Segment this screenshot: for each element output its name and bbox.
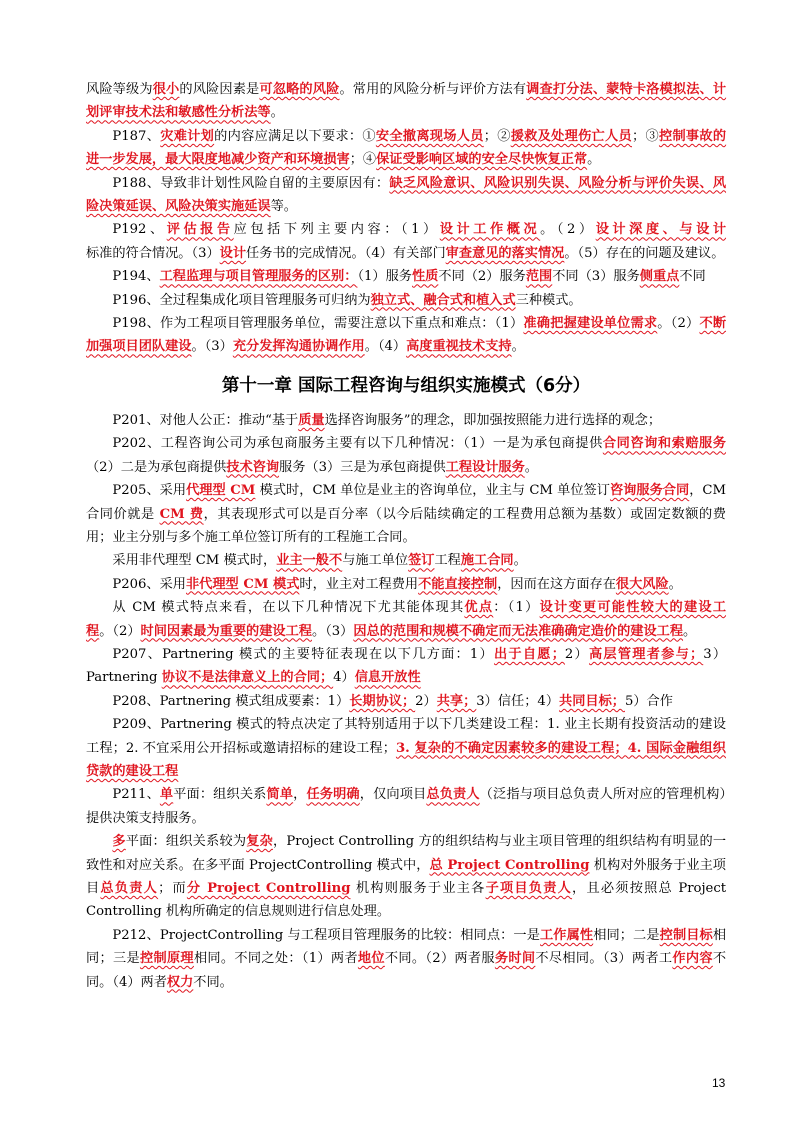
- paragraph: [86, 924, 726, 994]
- text-run: P211、: [112, 787, 160, 803]
- highlighted-text: CM 费: [159, 506, 204, 522]
- text-run: 不尽相同。（3）两者工: [535, 951, 673, 967]
- text-run: P206、采用: [112, 576, 186, 592]
- text-run: 。: [511, 339, 525, 355]
- paragraph: [86, 172, 726, 219]
- text-run: P194、: [112, 269, 160, 285]
- text-run: 。: [513, 553, 527, 569]
- text-run: ；而: [158, 881, 187, 896]
- text-run: 与施工单位: [342, 553, 409, 569]
- highlighted-text: 因总的范围和规模不确定而无法准确确定造价的建设工程: [353, 623, 684, 639]
- highlighted-text: 控制目标: [659, 927, 713, 943]
- text-run: 从 CM 模式特点来看，在以下几种情况下尤其能体现其: [112, 600, 465, 616]
- paragraph: [86, 78, 726, 125]
- text-run: 应包括下列主要内容：（1）: [233, 222, 440, 238]
- paragraph: [86, 690, 726, 713]
- text-run: 。: [668, 576, 682, 592]
- paragraph: [86, 409, 726, 432]
- highlighted-text: 作内容: [672, 951, 713, 967]
- highlighted-text: 性质: [411, 269, 439, 285]
- highlighted-text: 技术咨询: [226, 459, 280, 475]
- text-run: （2）二是为承包商提供: [86, 459, 227, 475]
- text-run: ，仅向项目: [359, 787, 427, 803]
- text-run: ；③: [632, 128, 659, 144]
- section-international-consulting: [86, 409, 726, 994]
- highlighted-text: 评估报告: [166, 222, 234, 238]
- text-run: P192、: [112, 222, 167, 238]
- highlighted-text: 侧重点: [639, 269, 680, 285]
- highlighted-text: 安全撤离现场人员: [375, 128, 484, 144]
- highlighted-text: 审查意见的落实情况: [445, 245, 565, 261]
- paragraph: [86, 289, 726, 312]
- text-run: P208、Partnering 模式组成要素：1）: [112, 693, 350, 709]
- text-run: 服务（3）三是为承包商提供: [279, 459, 446, 475]
- highlighted-text: 务时间: [494, 951, 536, 967]
- text-run: P202、工程咨询公司为承包商服务主要有以下几种情况：（1）一是为承包商提供: [112, 436, 603, 452]
- highlighted-text: 长期协议；: [349, 693, 416, 709]
- text-run: P198、作为工程项目管理服务单位，需要注意以下重点和难点：（1）: [112, 316, 524, 332]
- text-run: ，: [293, 787, 307, 803]
- paragraph: [86, 713, 726, 783]
- highlighted-text: 高度重视技术支持: [406, 339, 512, 355]
- text-run: 5）合作: [624, 693, 673, 709]
- highlighted-text: 业主一般不: [276, 553, 343, 569]
- highlighted-text: 总负责人: [100, 881, 159, 896]
- highlighted-text: 设计: [219, 245, 247, 261]
- paragraph: [86, 596, 726, 643]
- text-run: 3）信任；4）: [476, 693, 560, 709]
- text-run: ，CM 合同价就是: [86, 483, 727, 522]
- highlighted-text: 共享；: [436, 693, 477, 709]
- text-run: 不同（2）服务: [438, 269, 526, 285]
- text-run: ；④: [349, 152, 377, 168]
- highlighted-text: 灾难计划: [160, 128, 215, 144]
- highlighted-text: 很小: [152, 82, 180, 97]
- highlighted-text: 地位: [357, 951, 385, 967]
- text-run: 。常用的风险分析与评价方法有: [339, 82, 527, 97]
- highlighted-text: 可忽略的风险: [259, 82, 340, 97]
- text-run: ：（1）: [493, 600, 540, 616]
- text-run: P212、ProjectControlling 与工程项目管理服务的比较：相同点：一是: [112, 927, 541, 943]
- highlighted-text: 非代理型 CM 模式: [186, 576, 300, 592]
- highlighted-text: 简单: [266, 787, 294, 803]
- text-run: P201、对他人公正：推动“基于: [112, 412, 299, 428]
- highlighted-text: 多: [112, 834, 126, 850]
- highlighted-text: 高层管理者参与；: [589, 646, 704, 662]
- text-run: ，其表现形式可以是百分率（以今后陆续确定的工程费用总额为基数）或固定数额的费用；业主分别与多个施工单位签订所有的工程施工合同。: [86, 506, 726, 545]
- text-run: 的风险因素是: [179, 82, 260, 97]
- highlighted-text: 工程设计服务: [445, 459, 525, 475]
- paragraph: [86, 830, 726, 924]
- highlighted-text: 信息开放性: [354, 670, 421, 686]
- text-run: P188、导致非计划性风险自留的主要原因有：: [112, 175, 390, 191]
- text-run: 的内容应满足以下要求：①: [214, 128, 376, 144]
- highlighted-text: 任务明确: [306, 787, 360, 803]
- highlighted-text: 复杂: [246, 834, 273, 850]
- highlighted-text: 调查打分法、蒙特卡洛模拟法、计划评审技术法和敏感性分析法等: [86, 82, 727, 121]
- highlighted-text: 不能直接控制: [418, 576, 498, 592]
- text-run: 不同: [679, 269, 706, 285]
- highlighted-text: 范围: [525, 269, 553, 285]
- text-run: 风险等级为: [86, 82, 153, 97]
- text-run: 。: [524, 459, 538, 475]
- paragraph: [86, 218, 726, 265]
- highlighted-text: 工程监理与项目管理服务的区别：: [159, 269, 358, 285]
- highlighted-text: 优点: [464, 600, 494, 616]
- text-run: 选择咨询服务”的理念，即加强按照能力进行选择的观念；: [324, 412, 662, 428]
- highlighted-text: 时间因素最为重要的建设工程: [140, 623, 312, 639]
- text-run: 4）: [333, 670, 355, 686]
- text-run: 工程: [434, 553, 461, 569]
- highlighted-text: 共同目标；: [559, 693, 625, 709]
- text-run: 。: [587, 152, 601, 168]
- text-run: 采用非代理型 CM 模式时，: [112, 553, 277, 569]
- text-run: 。（5）存在的问题及建议。: [564, 245, 725, 261]
- paragraph: [86, 783, 726, 830]
- text-run: 。: [683, 623, 697, 639]
- highlighted-text: 很大风险: [615, 576, 669, 592]
- text-run: 任务书的完成情况。（4）有关部门: [246, 245, 446, 261]
- highlighted-text: 总 Project Controlling: [429, 857, 590, 873]
- paragraph: [86, 479, 726, 549]
- highlighted-text: 援救及处理伤亡人员: [510, 128, 632, 144]
- highlighted-text: 工作属性: [540, 927, 594, 943]
- text-run: 3）Partnering: [86, 646, 727, 686]
- text-run: ，且必须按照总 Project Controlling 机构所确定的信息规则进行信息处理。: [86, 881, 727, 920]
- text-run: 2）: [415, 693, 437, 709]
- paragraph: [86, 432, 726, 479]
- text-run: 。（3）: [311, 623, 354, 639]
- highlighted-text: 单: [159, 787, 174, 803]
- highlighted-text: 协议不是法律意义上的合同；: [161, 670, 334, 686]
- highlighted-text: 控制原理: [139, 951, 194, 967]
- text-run: 三种模式。: [515, 292, 582, 308]
- text-run: 。（2）: [99, 623, 141, 639]
- text-run: P187、: [112, 128, 161, 144]
- paragraph: [86, 312, 726, 359]
- highlighted-text: 独立式、融合式和植入式: [370, 292, 516, 308]
- highlighted-text: 设计工作概况: [439, 222, 541, 238]
- highlighted-text: 控制事故的进一步发展，最大限度地减少资产和环境损害: [86, 128, 727, 168]
- highlighted-text: 出于自愿；: [494, 646, 565, 662]
- highlighted-text: 咨询服务合同: [609, 483, 690, 499]
- text-run: P205、采用: [112, 483, 187, 499]
- paragraph: [86, 643, 726, 690]
- text-run: 不同（3）服务: [552, 269, 640, 285]
- highlighted-text: 权力: [166, 974, 194, 990]
- highlighted-text: 缺乏风险意识、风险识别失误、风险分析与评价失误、风险决策延误、风险决策实施延误: [86, 175, 727, 215]
- highlighted-text: 施工合同: [460, 553, 514, 569]
- text-run: 。（2）: [540, 222, 596, 238]
- text-run: 机构对外服务于业主项目: [86, 857, 726, 896]
- text-run: 不同。（4）两者: [86, 951, 727, 990]
- text-run: 机构则服务于业主各: [350, 881, 486, 896]
- text-run: （泛指与项目总负责人所对应的管理机构）提供决策支持服务。: [86, 787, 727, 826]
- highlighted-text: 子项目负责人: [485, 881, 573, 896]
- section-risk-management: [86, 78, 726, 359]
- highlighted-text: 总负责人: [426, 787, 480, 803]
- text-run: 平面：组织关系较为: [125, 834, 247, 850]
- highlighted-text: 合同咨询和索赔服务: [602, 436, 726, 452]
- text-run: 2）: [564, 646, 589, 662]
- text-run: 相同；二是: [593, 927, 660, 943]
- highlighted-text: 设计深度、与设计: [595, 222, 727, 238]
- text-run: 不同。: [193, 974, 233, 990]
- highlighted-text: 充分发挥沟通协调作用: [232, 339, 365, 355]
- text-run: 相同；三是: [86, 927, 727, 967]
- text-run: ，因而在这方面存在: [497, 576, 616, 592]
- highlighted-text: 准确把握建设单位需求: [523, 316, 658, 332]
- text-run: 标准的符合情况。（3）: [86, 245, 220, 261]
- text-run: 平面：组织关系: [173, 787, 267, 803]
- text-run: （1）服务: [357, 269, 412, 285]
- paragraph: [86, 265, 726, 288]
- highlighted-text: 不断加强项目团队建设: [86, 316, 727, 355]
- text-run: 相同。不同之处：（1）两者: [193, 951, 358, 967]
- text-run: 。: [270, 105, 284, 121]
- paragraph: [86, 549, 726, 572]
- chapter-title: 第十一章 国际工程咨询与组织实施模式（6分）: [221, 375, 591, 396]
- text-run: 。（2）: [657, 316, 700, 332]
- text-run: 。（4）: [364, 339, 407, 355]
- highlighted-text: 分 Project Controlling: [186, 881, 351, 896]
- page-content: [86, 78, 726, 994]
- paragraph: [86, 125, 726, 172]
- text-run: P209、Partnering 模式的特点决定了其特别适用于以下几类建设工程：1. 业主长期有投资活动的建设工程；2. 不宜采用公开招标或邀请招标的建设工程；: [86, 717, 726, 756]
- text-run: 时，业主对工程费用: [299, 576, 419, 592]
- highlighted-text: 设计变更可能性较大的建设工程: [86, 600, 727, 639]
- highlighted-text: 保证受影响区域的安全尽快恢复正常: [376, 152, 588, 168]
- text-run: 模式时，CM 单位是业主的咨询单位，业主与 CM 单位签订: [255, 483, 610, 499]
- paragraph: [86, 573, 726, 596]
- highlighted-text: 签订: [408, 553, 435, 569]
- text-run: 。（3）: [191, 339, 233, 355]
- page-number: 13: [712, 1076, 726, 1090]
- text-run: ；②: [483, 128, 511, 144]
- text-run: ，Project Controlling 方的组织结构与业主项目管理的组织结构有明显的一致性和对应关系。在多平面 ProjectControlling 模式中，: [86, 834, 727, 873]
- highlighted-text: 3. 复杂的不确定因素较多的建设工程；4. 国际金融组织贷款的建设工程: [86, 740, 726, 779]
- text-run: P207、Partnering 模式的主要特征表现在以下几方面：1）: [112, 646, 494, 662]
- text-run: 不同。（2）两者服: [384, 951, 495, 967]
- text-run: 等。: [270, 199, 297, 215]
- highlighted-text: 代理型 CM: [186, 483, 256, 499]
- text-run: P196、全过程集成化项目管理服务可归纳为: [112, 292, 371, 308]
- highlighted-text: 质量: [298, 412, 325, 428]
